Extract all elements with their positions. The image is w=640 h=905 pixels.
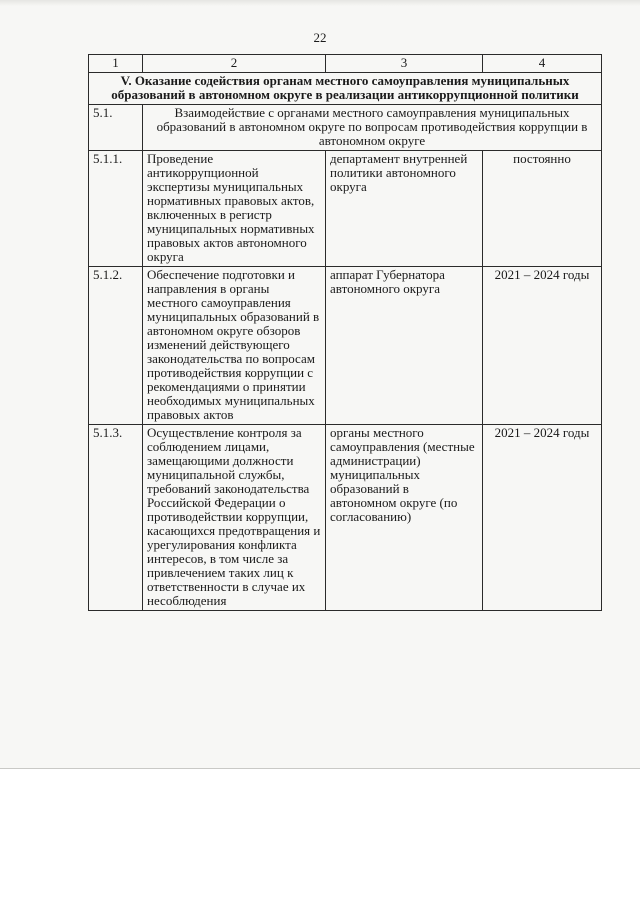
section-title: V. Оказание содействия органам местного самоуправления муниципальных образований в автономном округе в реализации антикоррупционной политики [89, 73, 602, 105]
row-measure: Обеспечение подготовки и направления в органы местного самоуправления муниципальных образований в автономном округе обзоров изменений действующего законодательства по вопросам противодействия коррупции с рекомендациями о принятии необходимых муниципальных правовых актов [143, 267, 326, 425]
row-executor: департамент внутренней политики автономного округа [326, 151, 483, 267]
column-number-4: 4 [483, 55, 602, 73]
table-row [89, 151, 602, 267]
plan-table [88, 54, 602, 611]
row-number: 5.1.2. [89, 267, 143, 425]
row-executor: органы местного самоуправления (местные администрации) муниципальных образований в автономном округе (по согласованию) [326, 425, 483, 611]
table-row [89, 267, 602, 425]
column-number-3: 3 [326, 55, 483, 73]
page-number: 22 [313, 30, 327, 45]
row-number: 5.1.3. [89, 425, 143, 611]
column-number-2: 2 [143, 55, 326, 73]
subsection-number: 5.1. [89, 105, 143, 151]
row-measure: Проведение антикоррупционной экспертизы муниципальных нормативных правовых актов, включенных в регистр муниципальных нормативных правовых актов автономного округа [143, 151, 326, 267]
row-number: 5.1.1. [89, 151, 143, 267]
table-row [89, 425, 602, 611]
row-executor: аппарат Губернатора автономного округа [326, 267, 483, 425]
column-number-row [89, 55, 602, 73]
row-measure: Осуществление контроля за соблюдением лицами, замещающими должности муниципальной службы, требований законодательства Российской Федерации о противодействии коррупции, касающихся предотвращения и урегулирования конфликта интересов, в том числе за привлечением таких лиц к ответственности в случае их несоблюдения [143, 425, 326, 611]
row-deadline: постоянно [483, 151, 602, 267]
column-number-1: 1 [89, 55, 143, 73]
section-row [89, 73, 602, 105]
row-deadline: 2021 – 2024 годы [483, 267, 602, 425]
subsection-row [89, 105, 602, 151]
subsection-title: Взаимодействие с органами местного самоуправления муниципальных образований в автономном округе по вопросам противодействия коррупции в автономном округе [143, 105, 602, 151]
row-deadline: 2021 – 2024 годы [483, 425, 602, 611]
